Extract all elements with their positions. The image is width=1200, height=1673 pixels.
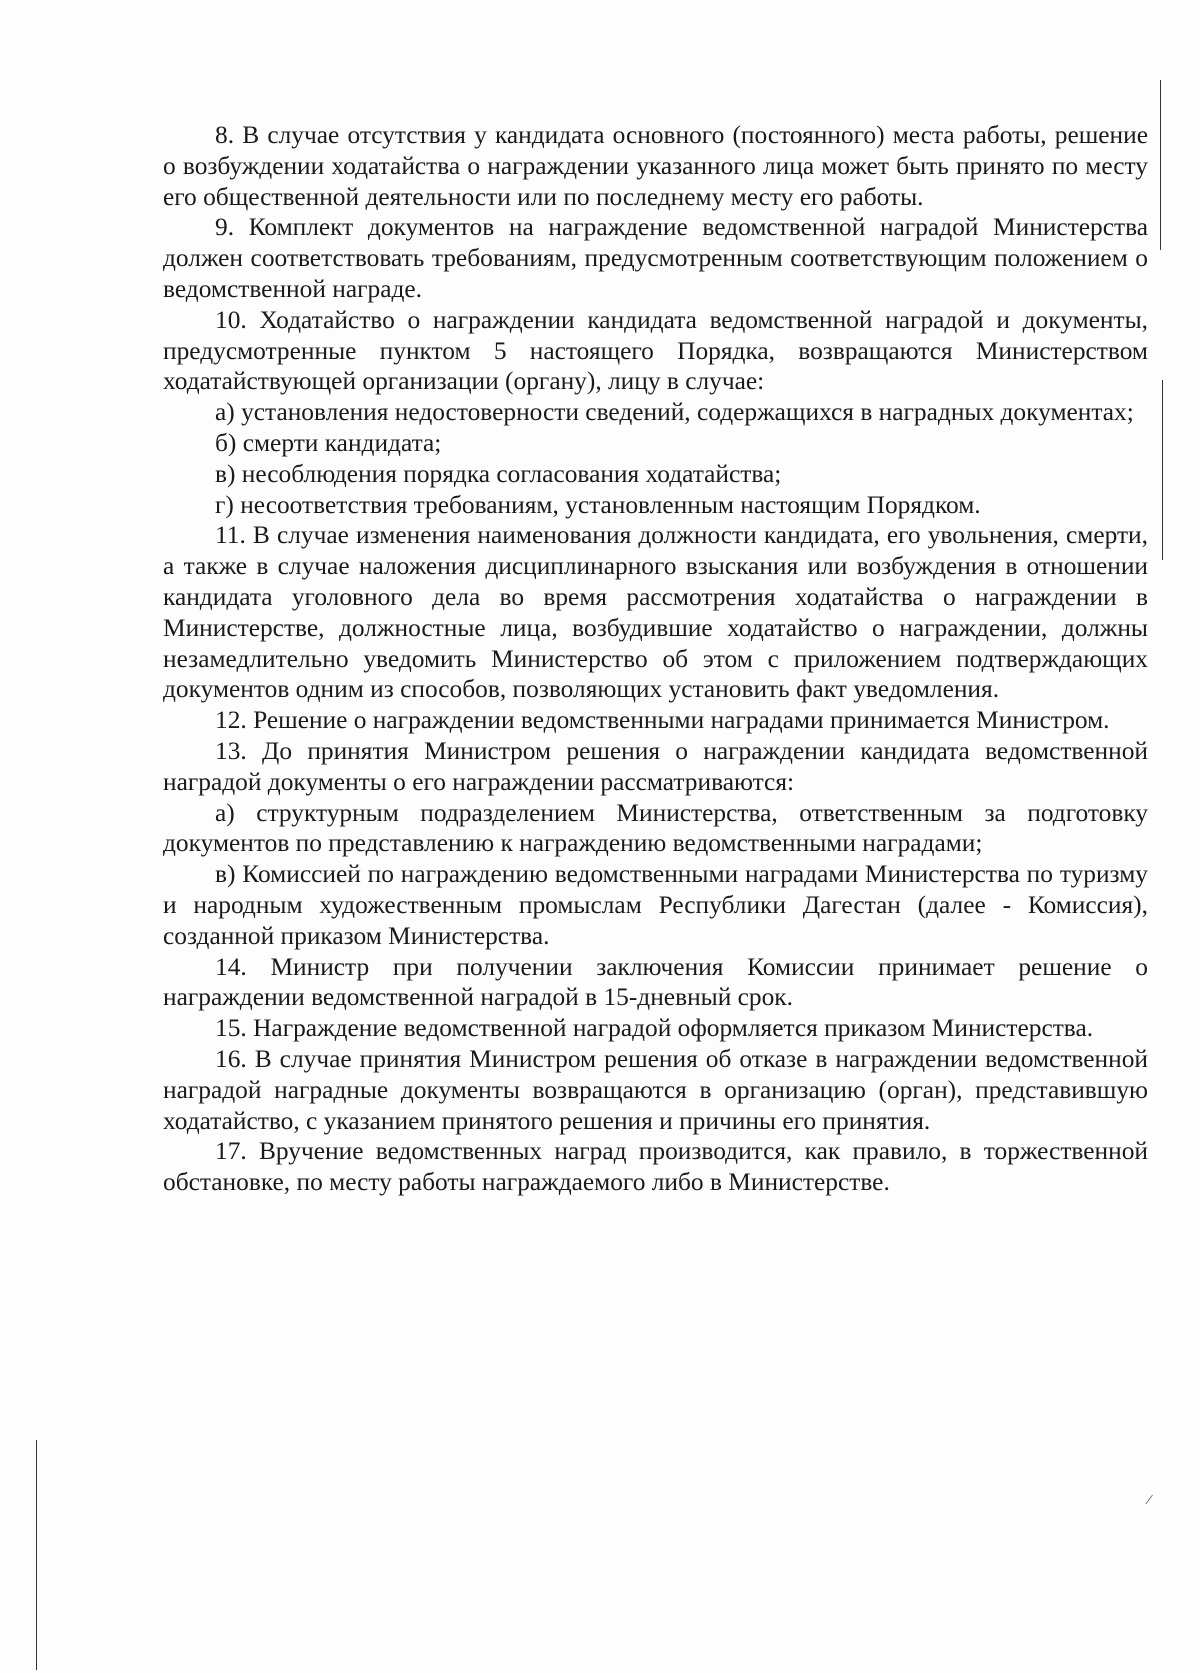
paragraph-9: 9. Комплект документов на награждение ведомственной наградой Министерства должен соответствовать требованиям, предусмотренным соответствующим положением о ведомственной награде. [163,213,1148,303]
paragraph-13-item-a: а) структурным подразделением Министерства, ответственным за подготовку документов по представлению к награждению ведомственными наградами; [163,798,1148,858]
paragraph-13-item-v: в) Комиссией по награждению ведомственными наградами Министерства по туризму и народным художественным промыслам Республики Дагестан (далее - Комиссия), созданной приказом Министерства. [163,860,1148,950]
scan-edge-line-left [36,1440,37,1670]
document-body [163,120,1148,1198]
paragraph-11: 11. В случае изменения наименования должности кандидата, его увольнения, смерти, а также в случае наложения дисциплинарного взыскания или возбуждения в отношении кандидата уголовного дела во время рассмотрения ходатайства о награждении в Министерстве, должностные лица, возбудившие ходатайство о награждении, должны незамедлительно уведомить Министерство об этом с приложением подтверждающих документов одним из способов, позволяющих установить факт уведомления. [163,521,1148,704]
paragraph-14: 14. Министр при получении заключения Комиссии принимает решение о награждении ведомственной наградой в 15-дневный срок. [163,952,1148,1012]
paragraph-10-item-g: г) несоответствия требованиям, установленным настоящим Порядком. [215,490,981,519]
paragraph-17: 17. Вручение ведомственных наград производится, как правило, в торжественной обстановке, по месту работы награждаемого либо в Министерстве. [163,1137,1148,1197]
scan-edge-line-right [1160,80,1161,250]
paragraph-10-item-b: б) смерти кандидата; [215,428,442,457]
paragraph-16: 16. В случае принятия Министром решения об отказе в награждении ведомственной наградой наградные документы возвращаются в организацию (орган), представившую ходатайство, с указанием принятого решения и причины его принятия. [163,1044,1148,1135]
paragraph-10: 10. Ходатайство о награждении кандидата ведомственной наградой и документы, предусмотренные пунктом 5 настоящего Порядка, возвращаются Министерством ходатайствующей организации (органу), лицу в случае: [163,305,1148,396]
scan-edge-line-right-lower [1162,380,1163,560]
scan-speck: ⁄ [1148,1493,1151,1508]
paragraph-15: 15. Награждение ведомственной наградой оформляется приказом Министерства. [215,1014,1094,1043]
paragraph-12: 12. Решение о награждении ведомственными наградами принимается Министром. [215,706,1110,735]
paragraph-10-item-a: а) установления недостоверности сведений, содержащихся в наградных документах; [215,398,1134,427]
paragraph-8: 8. В случае отсутствия у кандидата основного (постоянного) места работы, решение о возбуждении ходатайства о награждении указанного лица может быть принято по месту его общественной деятельности или по последнему месту его работы. [163,121,1148,211]
paragraph-10-item-v: в) несоблюдения порядка согласования ходатайства; [215,459,782,488]
paragraph-13: 13. До принятия Министром решения о награждении кандидата ведомственной наградой документы о его награждении рассматриваются: [163,736,1148,796]
